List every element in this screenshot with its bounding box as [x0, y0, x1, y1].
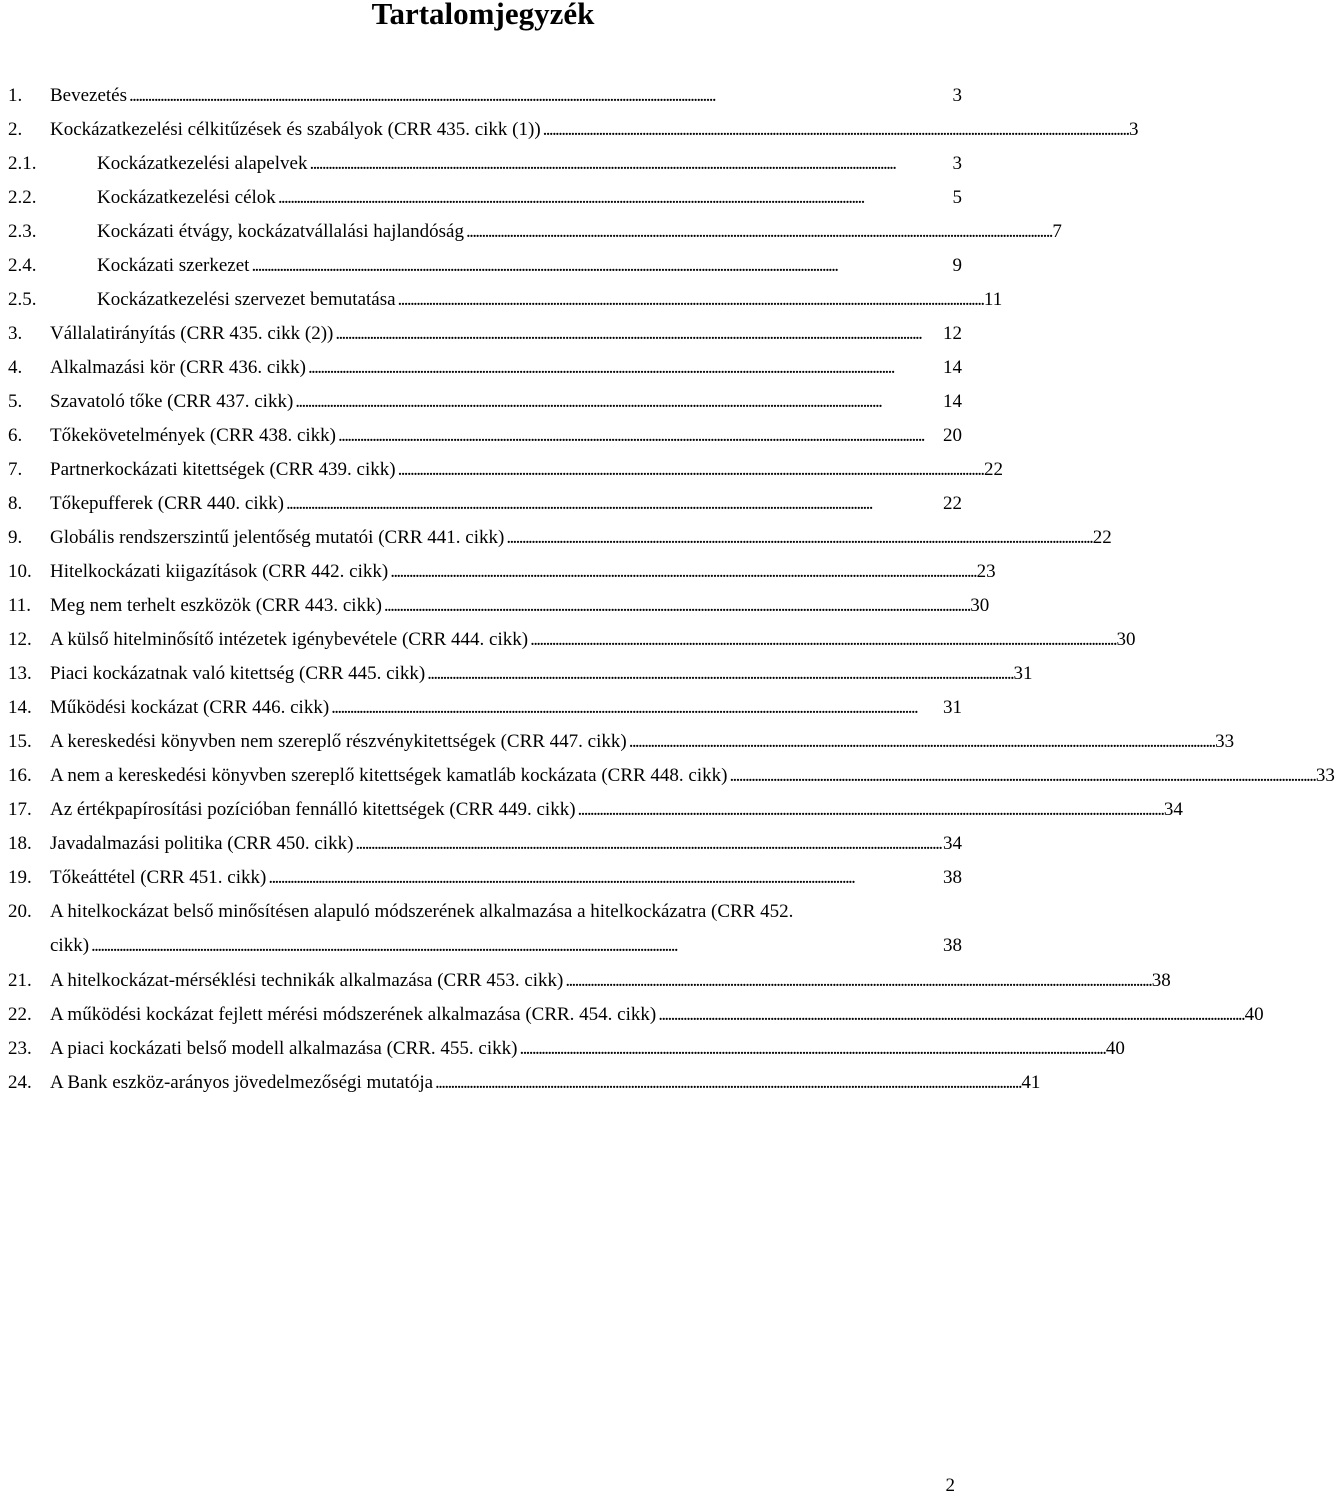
toc-entry-title[interactable]: Kockázatkezelési alapelvek: [97, 153, 308, 174]
toc-entry-title[interactable]: Kockázati szerkezet: [97, 255, 250, 276]
toc-entry-page[interactable]: 22: [943, 493, 962, 514]
table-of-contents: [8, 79, 1335, 1100]
dot-leader: [398, 453, 982, 487]
toc-entry-page[interactable]: 3: [952, 85, 962, 106]
dot-leader: [309, 147, 950, 181]
toc-entry-number: 15.: [8, 731, 32, 752]
toc-entry-page[interactable]: 11: [983, 289, 1003, 310]
toc-entry-number: 4.: [8, 357, 23, 378]
toc-entry-page[interactable]: 22: [1092, 527, 1112, 548]
toc-entry-number: 18.: [8, 833, 32, 854]
toc-entry-page[interactable]: 14: [943, 357, 962, 378]
toc-entry-title[interactable]: Kockázatkezelési célkitűzések és szabályok (CRR 435. cikk (1)): [50, 119, 541, 140]
toc-entry[interactable]: [8, 419, 962, 453]
toc-entry-page[interactable]: 38: [1151, 970, 1171, 991]
toc-entry[interactable]: [8, 79, 962, 113]
toc-entry-page[interactable]: 30: [970, 595, 990, 616]
toc-entry[interactable]: [8, 249, 962, 283]
toc-entry-title[interactable]: Hitelkockázati kiigazítások (CRR 442. cikk): [50, 561, 389, 582]
dot-leader: [390, 555, 974, 589]
toc-entry-page[interactable]: 30: [1116, 629, 1136, 650]
toc-entry[interactable]: [8, 1066, 1041, 1100]
toc-entry-page[interactable]: 41: [1021, 1072, 1041, 1093]
toc-entry[interactable]: [8, 317, 962, 351]
toc-entry[interactable]: [8, 861, 962, 895]
dot-leader: [530, 623, 1114, 657]
toc-entry-number: 20.: [8, 901, 32, 922]
toc-entry-page[interactable]: 22: [983, 459, 1003, 480]
toc-entry-title[interactable]: Az értékpapírosítási pozícióban fennálló kitettségek (CRR 449. cikk): [50, 799, 576, 820]
dot-leader: [338, 419, 941, 453]
toc-entry-number: 10.: [8, 561, 32, 582]
toc-entry-number: 2.5.: [8, 289, 37, 310]
toc-entry-number: 5.: [8, 391, 23, 412]
toc-entry[interactable]: [8, 555, 996, 589]
toc-entry-number: 24.: [8, 1072, 32, 1093]
toc-entry-number: 2.4.: [8, 255, 37, 276]
dot-leader: [295, 385, 941, 419]
toc-entry-number: 9.: [8, 527, 23, 548]
toc-entry-title[interactable]: Tőkeáttétel (CRR 451. cikk): [50, 867, 267, 888]
toc-entry-title[interactable]: A hitelkockázat-mérséklési technikák alkalmazása (CRR 453. cikk): [50, 970, 564, 991]
toc-entry-title[interactable]: Kockázatkezelési szervezet bemutatása: [97, 289, 396, 310]
toc-entry-title[interactable]: A kereskedési könyvben nem szereplő részvénykitettségek (CRR 447. cikk): [50, 731, 627, 752]
toc-entry-page[interactable]: 40: [1105, 1038, 1125, 1059]
toc-entry[interactable]: [8, 351, 962, 385]
dot-leader: [384, 589, 968, 623]
toc-entry-number: 3.: [8, 323, 23, 344]
toc-entry-page[interactable]: 31: [943, 697, 962, 718]
dot-leader: [335, 317, 941, 351]
toc-entry[interactable]: [8, 589, 990, 623]
dot-leader: [466, 215, 1050, 249]
dot-leader: [91, 929, 941, 963]
toc-entry[interactable]: [8, 691, 962, 725]
toc-entry[interactable]: [8, 283, 1003, 317]
toc-entry-title[interactable]: A Bank eszköz-arányos jövedelmezőségi mutatója: [50, 1072, 434, 1093]
toc-entry-number: 22.: [8, 1004, 32, 1025]
toc-entry-title[interactable]: A külső hitelminősítő intézetek igénybevétele (CRR 444. cikk): [50, 629, 529, 650]
toc-entry-number: 7.: [8, 459, 23, 480]
toc-entry-number: 2.: [8, 119, 23, 140]
toc-entry-title[interactable]: Meg nem terhelt eszközök (CRR 443. cikk): [50, 595, 382, 616]
dot-leader: [519, 1032, 1103, 1066]
dot-leader: [129, 79, 950, 113]
toc-entry[interactable]: [8, 623, 1136, 657]
toc-entry[interactable]: [8, 147, 962, 181]
toc-entry[interactable]: [8, 385, 962, 419]
toc-entry-number: 12.: [8, 629, 32, 650]
toc-entry-number: 16.: [8, 765, 32, 786]
dot-leader: [251, 249, 950, 283]
toc-entry-title[interactable]: Kockázatkezelési célok: [97, 187, 276, 208]
dot-leader: [268, 861, 941, 895]
toc-entry-number: 2.3.: [8, 221, 37, 242]
toc-entry-number: 17.: [8, 799, 32, 820]
page-title: Tartalomjegyzék: [371, 0, 595, 31]
toc-entry-page[interactable]: 38: [943, 867, 962, 888]
toc-entry-title[interactable]: Működési kockázat (CRR 446. cikk): [50, 697, 330, 718]
toc-entry[interactable]: [8, 793, 1183, 827]
toc-entry[interactable]: [8, 998, 1264, 1032]
toc-entry-page[interactable]: 40: [1244, 1004, 1264, 1025]
toc-entry-page[interactable]: 33: [1315, 765, 1335, 786]
toc-entry-title[interactable]: A hitelkockázat belső minősítésen alapuló módszerének alkalmazása a hitelkockázatra (CRR 452.: [50, 901, 794, 922]
toc-entry[interactable]: [8, 181, 962, 215]
dot-leader: [543, 113, 1127, 147]
dot-leader: [355, 827, 941, 861]
toc-entry-page[interactable]: 34: [943, 833, 962, 854]
dot-leader: [565, 964, 1149, 998]
toc-entry-title[interactable]: A piaci kockázati belső modell alkalmazása (CRR. 455. cikk): [50, 1038, 518, 1059]
toc-entry-title[interactable]: A működési kockázat fejlett mérési módszerének alkalmazása (CRR. 454. cikk): [50, 1004, 657, 1025]
toc-entry-page[interactable]: 9: [952, 255, 962, 276]
toc-entry-number: 1.: [8, 85, 23, 106]
dot-leader: [286, 487, 941, 521]
dot-leader: [308, 351, 941, 385]
toc-entry-number: 13.: [8, 663, 32, 684]
toc-entry-title[interactable]: Kockázati étvágy, kockázatvállalási hajlandóság: [97, 221, 464, 242]
toc-entry-number: 19.: [8, 867, 32, 888]
toc-entry-number: 2.1.: [8, 153, 37, 174]
toc-entry-number: 2.2.: [8, 187, 37, 208]
toc-entry-page[interactable]: 23: [976, 561, 996, 582]
toc-entry-number: 8.: [8, 493, 23, 514]
toc-entry-page[interactable]: 7: [1052, 221, 1062, 242]
toc-entry[interactable]: [8, 895, 962, 964]
toc-entry[interactable]: [8, 964, 1171, 998]
toc-entry-title[interactable]: Tőkekövetelmények (CRR 438. cikk): [50, 425, 336, 446]
toc-entry-title[interactable]: Piaci kockázatnak való kitettség (CRR 445. cikk): [50, 663, 426, 684]
dot-leader: [729, 759, 1313, 793]
toc-entry-page[interactable]: 3: [1129, 119, 1139, 140]
toc-entry-title[interactable]: A nem a kereskedési könyvben szereplő kitettségek kamatláb kockázata (CRR 448. cikk): [50, 765, 728, 786]
toc-entry[interactable]: [8, 521, 1112, 555]
toc-entry-page[interactable]: 5: [952, 187, 962, 208]
dot-leader: [331, 691, 941, 725]
toc-entry-page[interactable]: 34: [1163, 799, 1183, 820]
toc-entry-title[interactable]: Vállalatirányítás (CRR 435. cikk (2)): [50, 323, 334, 344]
dot-leader: [578, 793, 1162, 827]
toc-entry-page[interactable]: 31: [1013, 663, 1033, 684]
dot-leader: [278, 181, 951, 215]
toc-entry[interactable]: [8, 759, 1335, 793]
toc-entry-title[interactable]: Javadalmazási politika (CRR 450. cikk): [50, 833, 354, 854]
toc-entry-title[interactable]: Globális rendszerszintű jelentőség mutatói (CRR 441. cikk): [50, 527, 505, 548]
toc-entry[interactable]: [8, 215, 1062, 249]
dot-leader: [398, 283, 982, 317]
toc-entry[interactable]: [8, 725, 1235, 759]
toc-entry[interactable]: [8, 827, 962, 861]
toc-entry[interactable]: [8, 657, 1033, 691]
toc-entry-page[interactable]: 33: [1215, 731, 1235, 752]
toc-entry[interactable]: [8, 487, 962, 521]
toc-entry[interactable]: [8, 113, 1139, 147]
toc-entry-title[interactable]: Tőkepufferek (CRR 440. cikk): [50, 493, 284, 514]
page-number: 2: [945, 1475, 955, 1496]
toc-entry-number: 11.: [8, 595, 32, 616]
toc-entry-title[interactable]: Szavatoló tőke (CRR 437. cikk): [50, 391, 294, 412]
toc-entry-title[interactable]: Alkalmazási kör (CRR 436. cikk): [50, 357, 306, 378]
toc-entry-number: 14.: [8, 697, 32, 718]
toc-entry[interactable]: [8, 1032, 1125, 1066]
dot-leader: [506, 521, 1090, 555]
toc-entry[interactable]: [8, 453, 1003, 487]
toc-entry-page[interactable]: 14: [943, 391, 962, 412]
toc-entry-page[interactable]: 20: [943, 425, 962, 446]
toc-entry-title-continued[interactable]: cikk): [50, 935, 90, 956]
toc-entry-page[interactable]: 12: [943, 323, 962, 344]
toc-entry-number: 6.: [8, 425, 23, 446]
toc-entry-number: 23.: [8, 1038, 32, 1059]
dot-leader: [629, 725, 1213, 759]
toc-entry-number: 21.: [8, 970, 32, 991]
toc-entry-page[interactable]: 3: [952, 153, 962, 174]
toc-entry-page[interactable]: 38: [943, 935, 962, 956]
dot-leader: [658, 998, 1242, 1032]
toc-entry-title[interactable]: Bevezetés: [50, 85, 128, 106]
dot-leader: [435, 1066, 1019, 1100]
toc-entry-title[interactable]: Partnerkockázati kitettségek (CRR 439. cikk): [50, 459, 396, 480]
dot-leader: [427, 657, 1011, 691]
